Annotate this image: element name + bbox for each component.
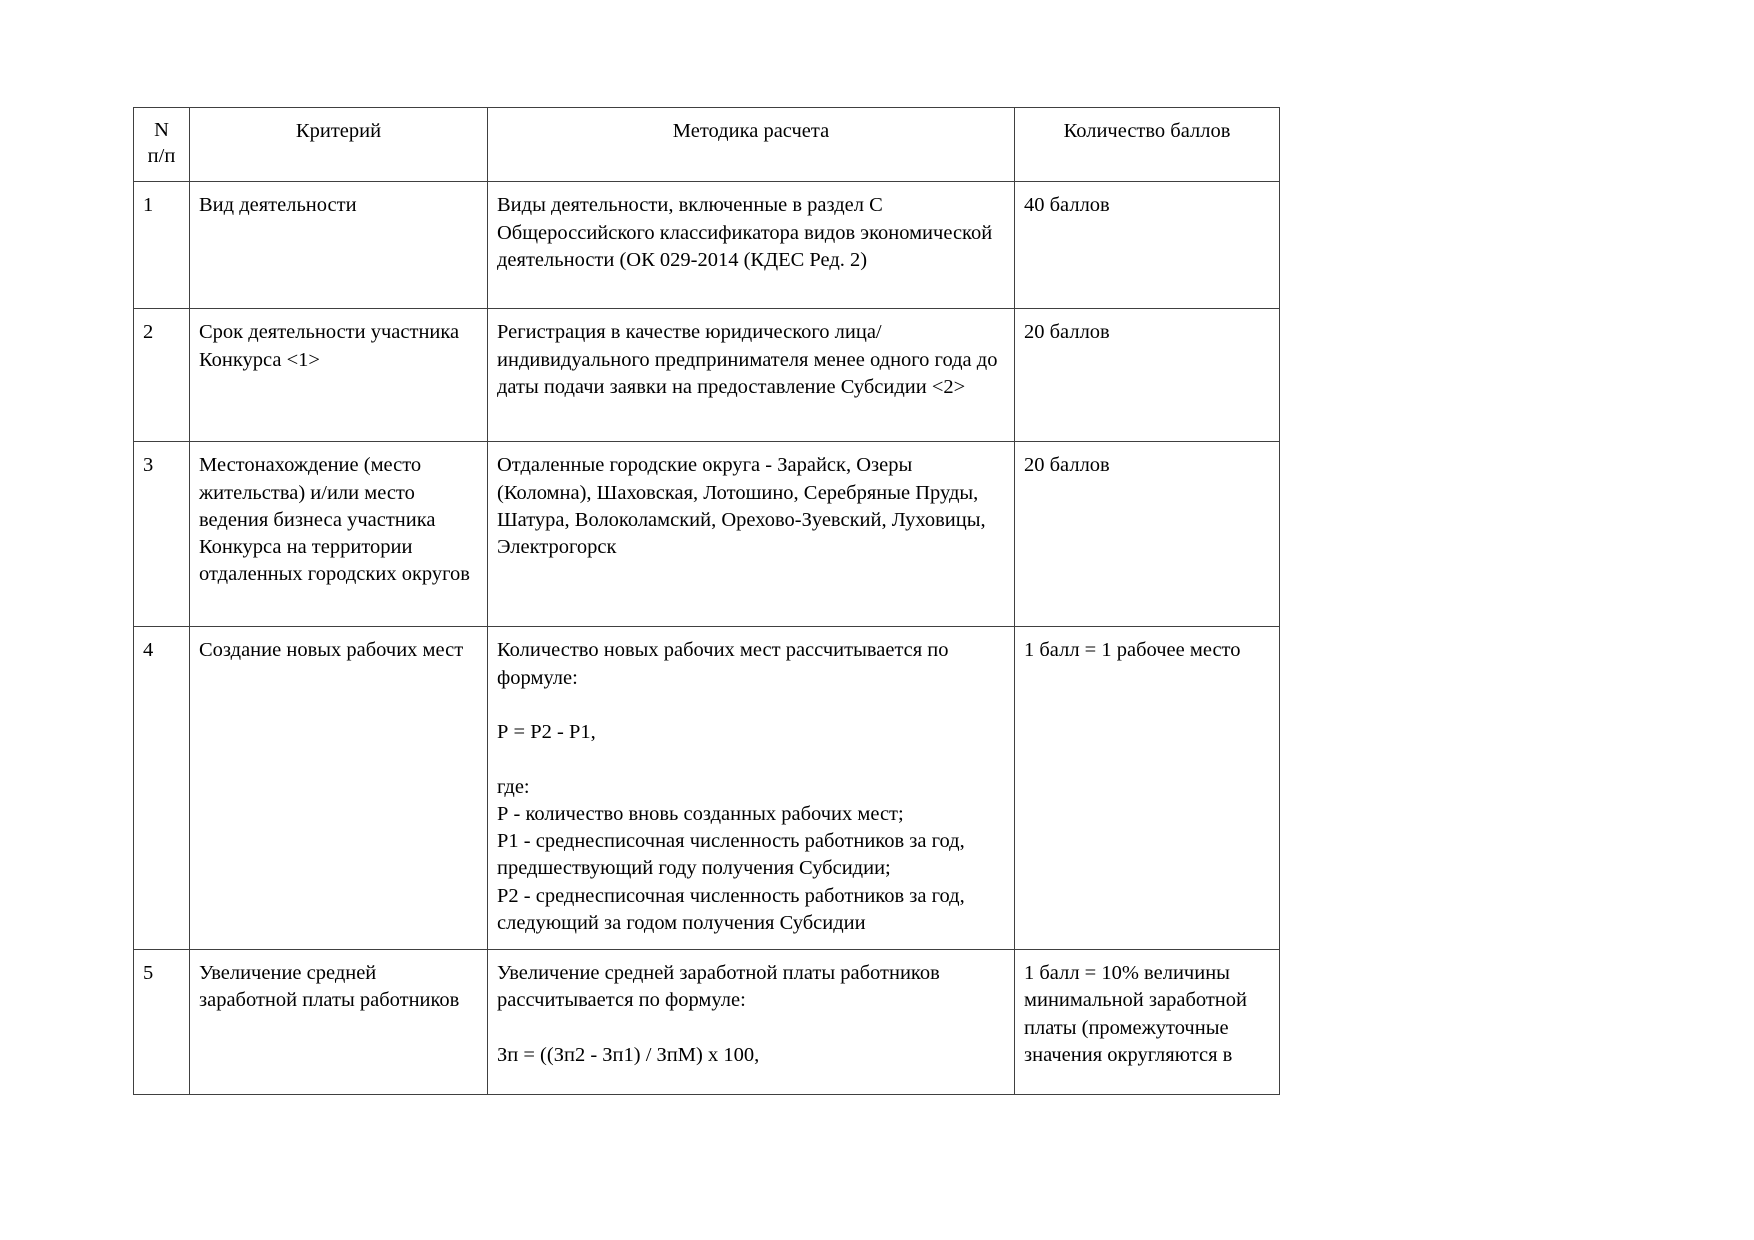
row-number-cell: 3 xyxy=(134,442,190,627)
points-cell xyxy=(1015,627,1280,950)
row-number-cell: 2 xyxy=(134,309,190,442)
row-number-cell: 4 xyxy=(134,627,190,950)
criteria-table xyxy=(133,107,1280,1095)
column-header-points: Количество баллов xyxy=(1015,108,1280,182)
paragraph-spacer xyxy=(497,692,1005,719)
method-cell xyxy=(488,309,1015,442)
paragraph: Р = Р2 - Р1, xyxy=(497,721,596,743)
points-cell xyxy=(1015,442,1280,627)
row-number-cell: 5 xyxy=(134,950,190,1095)
method-cell xyxy=(488,182,1015,309)
criterion-cell xyxy=(190,309,488,442)
criterion-cell xyxy=(190,442,488,627)
paragraph-spacer xyxy=(497,1015,1005,1042)
paragraph: где: xyxy=(497,775,530,798)
criterion-cell xyxy=(190,627,488,950)
points-cell xyxy=(1015,950,1280,1095)
row-number-cell: 1 xyxy=(134,182,190,309)
paragraph: Виды деятельности, включенные в раздел С Общероссийского классификатора видов экономической деятельности (ОК 029-2014 (КДЕС Ред. 2) xyxy=(497,194,993,271)
table-row xyxy=(134,182,1280,309)
paragraph: Увеличение средней заработной платы работников рассчитывается по формуле: xyxy=(497,962,940,1012)
paragraph: Увеличение средней заработной платы работников xyxy=(199,962,460,1012)
method-cell xyxy=(488,442,1015,627)
paragraph: 20 баллов xyxy=(1024,454,1110,477)
column-header-number xyxy=(134,108,190,182)
criterion-cell xyxy=(190,950,488,1095)
table-row xyxy=(134,950,1280,1095)
paragraph: Отдаленные городские округа - Зарайск, Озеры (Коломна), Шаховская, Лотошино, Серебряные Пруды, Шатура, Волоколамский, Орехово-Зуевский, Луховицы, Электрогорск xyxy=(497,454,986,558)
paragraph: Зп = ((Зп2 - Зп1) / ЗпМ) х 100, xyxy=(497,1043,760,1066)
paragraph: 20 баллов xyxy=(1024,321,1110,344)
table-body xyxy=(134,182,1280,1095)
paragraph: 1 балл = 1 рабочее место xyxy=(1024,639,1241,662)
paragraph: 1 балл = 10% величины минимальной заработной платы (промежуточные значения округляются в xyxy=(1024,962,1247,1066)
table-row xyxy=(134,442,1280,627)
paragraph: 40 баллов xyxy=(1024,194,1110,217)
paragraph: Количество новых рабочих мест рассчитывается по формуле: xyxy=(497,639,949,689)
table-row xyxy=(134,627,1280,950)
column-header-method: Методика расчета xyxy=(488,108,1015,182)
paragraph: Р - количество вновь созданных рабочих мест; xyxy=(497,802,904,825)
paragraph: Регистрация в качестве юридического лица/индивидуального предпринимателя менее одного года до даты подачи заявки на предоставление Субсидии <2> xyxy=(497,321,998,398)
paragraph: Создание новых рабочих мест xyxy=(199,639,464,662)
paragraph: Срок деятельности участника Конкурса <1> xyxy=(199,321,460,371)
method-cell xyxy=(488,627,1015,950)
paragraph: Вид деятельности xyxy=(199,194,357,217)
table-header xyxy=(134,108,1280,182)
points-cell xyxy=(1015,309,1280,442)
points-cell xyxy=(1015,182,1280,309)
column-header-number-line1: N xyxy=(154,119,169,141)
column-header-criterion: Критерий xyxy=(190,108,488,182)
table-row xyxy=(134,309,1280,442)
criterion-cell xyxy=(190,182,488,309)
method-cell xyxy=(488,950,1015,1095)
paragraph: Р1 - среднесписочная численность работников за год, предшествующий году получения Субсидии; xyxy=(497,830,965,880)
paragraph: Р2 - среднесписочная численность работников за год, следующий за годом получения Субсидии xyxy=(497,884,965,934)
table-header-row xyxy=(134,108,1280,182)
column-header-number-line2: п/п xyxy=(147,144,176,167)
criteria-table-container xyxy=(133,107,1279,1095)
paragraph: Местонахождение (место жительства) и/или место ведения бизнеса участника Конкурса на территории отдаленных городских округов xyxy=(199,454,470,586)
paragraph-spacer xyxy=(497,746,1005,773)
